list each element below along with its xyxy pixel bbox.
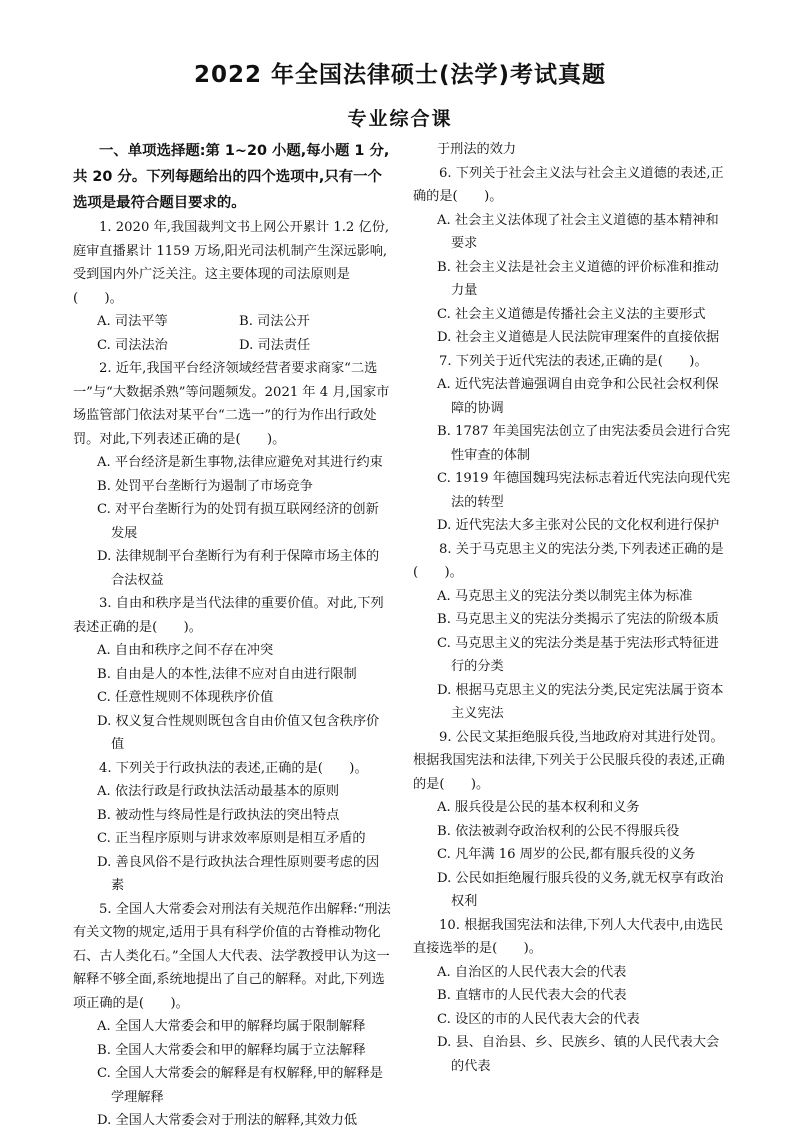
option-d: D. 司法责任 xyxy=(239,337,311,353)
question-6 xyxy=(413,162,731,350)
question-9 xyxy=(413,726,731,914)
option-c: C. 马克思主义的宪法分类是基于宪法形式特征进行的分类 xyxy=(437,635,719,674)
question-7 xyxy=(413,350,731,538)
option-a: A. 全国人大常委会和甲的解释均属于限制解释 xyxy=(97,1019,366,1034)
option-a: A. 平台经济是新生事物,法律应避免对其进行约束 xyxy=(97,455,383,470)
option-c: C. 凡年满 16 周岁的公民,都有服兵役的义务 xyxy=(437,847,696,862)
page-subtitle: 专业综合课 xyxy=(347,108,453,130)
option-b: B. 自由是人的本性,法律不应对自由进行限制 xyxy=(97,666,357,682)
left-column xyxy=(73,138,391,1133)
question-1 xyxy=(73,216,391,357)
question-2 xyxy=(73,357,391,592)
question-stem: 5. 全国人大常委会对刑法有关规范作出解释:“刑法有关文物的规定,适用于具有科学价值的古脊椎动物化石、古人类化石。”全国人大代表、法学教授甲认为这一解释不够全面,系统地提出了自己的解释。对此,下列选项正确的是( )。 xyxy=(73,901,391,1011)
option-c: C. 任意性规则不体现秩序价值 xyxy=(97,690,274,705)
question-stem: 3. 自由和秩序是当代法律的重要价值。对此,下列表述正确的是( )。 xyxy=(73,596,384,635)
option-c: C. 设区的市的人民代表大会的代表 xyxy=(437,1011,640,1027)
option-row xyxy=(73,334,391,358)
option-d: D. 社会主义道德是人民法院审理案件的直接依据 xyxy=(437,330,720,345)
option-d: D. 权义复合性规则既包含自由价值又包含秩序价值 xyxy=(97,713,380,752)
question-stem: 10. 根据我国宪法和法律,下列人大代表中,由选民直接选举的是( )。 xyxy=(413,917,724,956)
option-a: A. 司法平等 xyxy=(97,314,168,329)
question-stem: 9. 公民文某拒绝服兵役,当地政府对其进行处罚。根据我国宪法和法律,下列关于公民服兵役的表述,正确的是( )。 xyxy=(413,729,725,792)
option-d: D. 县、自治县、乡、民族乡、镇的人民代表大会的代表 xyxy=(437,1035,720,1074)
question-3 xyxy=(73,592,391,757)
question-stem: 7. 下列关于近代宪法的表述,正确的是( )。 xyxy=(439,353,708,369)
option-a: A. 马克思主义的宪法分类以制宪主体为标准 xyxy=(437,588,693,604)
question-5 xyxy=(73,898,391,1133)
option-d: D. 根据马克思主义的宪法分类,民定宪法属于资本主义宪法 xyxy=(437,682,724,721)
option-a: A. 自治区的人民代表大会的代表 xyxy=(437,964,627,980)
option-c: C. 司法法治 xyxy=(97,337,168,353)
option-b: B. 马克思主义的宪法分类揭示了宪法的阶级本质 xyxy=(437,612,719,627)
question-4 xyxy=(73,757,391,898)
option-d: D. 近代宪法大多主张对公民的文化权利进行保护 xyxy=(437,518,720,533)
option-d: D. 善良风俗不是行政执法合理性原则要考虑的因素 xyxy=(97,854,380,893)
option-c: C. 全国人大常委会的解释是有权解释,甲的解释是学理解释 xyxy=(97,1066,383,1105)
question-stem: 1. 2020 年,我国裁判文书上网公开累计 1.2 亿份,庭审直播累计 1159 万场,阳光司法机制产生深远影响,受到国内外广泛关注。这主要体现的司法原则是( )。 xyxy=(73,220,390,306)
option-b: B. 直辖市的人民代表大会的代表 xyxy=(437,988,627,1003)
option-d-continuation: 于刑法的效力 xyxy=(437,142,517,157)
question-10 xyxy=(413,914,731,1079)
option-c: C. 社会主义道德是传播社会主义法的主要形式 xyxy=(437,306,706,322)
option-a: A. 社会主义法体现了社会主义道德的基本精神和要求 xyxy=(437,212,719,251)
right-column xyxy=(413,138,731,1078)
page-title: 2022 年全国法律硕士(法学)考试真题 xyxy=(193,62,607,88)
question-8 xyxy=(413,538,731,726)
option-b: B. 司法公开 xyxy=(239,314,310,329)
option-a: A. 服兵役是公民的基本权利和义务 xyxy=(437,800,640,815)
option-b: B. 被动性与终局性是行政执法的突出特点 xyxy=(97,807,340,823)
option-a: A. 近代宪法普遍强调自由竞争和公民社会权利保障的协调 xyxy=(437,377,719,416)
option-b: B. 处罚平台垄断行为遏制了市场竞争 xyxy=(97,478,313,494)
option-row xyxy=(73,310,391,334)
question-stem: 8. 关于马克思主义的宪法分类,下列表述正确的是( )。 xyxy=(413,541,724,580)
section-heading: 一、单项选择题:第 1~20 小题,每小题 1 分,共 20 分。下列每题给出的四个选项中,只有一个选项是最符合题目要求的。 xyxy=(73,143,390,211)
option-c: C. 1919 年德国魏玛宪法标志着近代宪法向现代宪法的转型 xyxy=(437,471,731,510)
option-d: D. 全国人大常委会对于刑法的解释,其效力低 xyxy=(97,1113,358,1128)
question-stem: 6. 下列关于社会主义法与社会主义道德的表述,正确的是( )。 xyxy=(413,165,724,204)
option-c: C. 对平台垄断行为的处罚有损互联网经济的创新发展 xyxy=(97,502,379,541)
option-b: B. 1787 年美国宪法创立了由宪法委员会进行合宪性审查的体制 xyxy=(437,424,731,463)
question-stem: 4. 下列关于行政执法的表述,正确的是( )。 xyxy=(99,760,368,776)
option-a: A. 依法行政是行政执法活动最基本的原则 xyxy=(97,784,340,799)
question-stem: 2. 近年,我国平台经济领域经营者要求商家“二选一”与“大数据杀熟”等问题频发。2021 年 4 月,国家市场监管部门依法对某平台“二选一”的行为作出行政处罚。对此,下列表述正确的是( )。 xyxy=(73,361,390,447)
option-d: D. 法律规制平台垄断行为有利于保障市场主体的合法权益 xyxy=(97,549,380,588)
option-c: C. 正当程序原则与讲求效率原则是相互矛盾的 xyxy=(97,831,366,846)
option-b: B. 依法被剥夺政治权利的公民不得服兵役 xyxy=(437,823,680,839)
option-b: B. 社会主义法是社会主义道德的评价标准和推动力量 xyxy=(437,259,719,298)
option-b: B. 全国人大常委会和甲的解释均属于立法解释 xyxy=(97,1042,366,1058)
option-a: A. 自由和秩序之间不存在冲突 xyxy=(97,643,274,658)
option-d: D. 公民如拒绝履行服兵役的义务,就无权享有政治权利 xyxy=(437,870,724,909)
